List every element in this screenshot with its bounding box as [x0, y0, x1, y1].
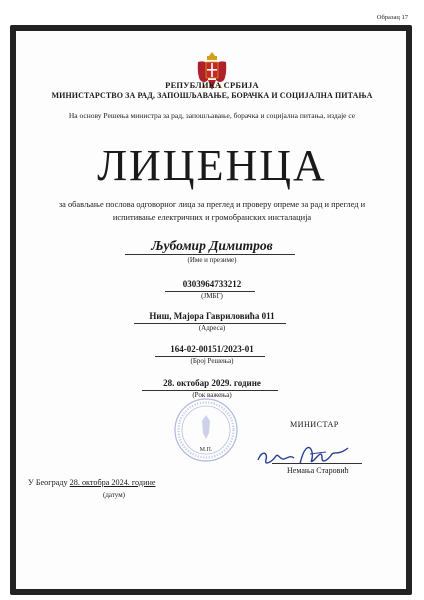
signature-line — [272, 463, 362, 464]
license-description: за обављање послова одговорног лица за преглед и проверу опреме за рад и преглед и испитивање електричних и громобранских инсталација — [58, 200, 366, 222]
issue-date: 28. октобра 2024. године — [69, 478, 156, 487]
official-stamp — [173, 397, 239, 463]
minister-name: Немања Старовић — [287, 466, 349, 475]
ministry-heading: МИНИСТАРСТВО ЗА РАД, ЗАПОШЉАВАЊЕ, БОРАЧКА И СОЦИЈАЛНА ПИТАЊА — [51, 91, 373, 100]
license-title: ЛИЦЕНЦА — [97, 141, 327, 190]
address-caption: (Адреса) — [198, 324, 226, 332]
issue-place: У Београду — [28, 478, 68, 487]
decision-number-caption: (Број Решења) — [190, 357, 234, 365]
issue-place-date — [28, 478, 155, 487]
jmbg-caption: (ЈМБГ) — [201, 292, 223, 300]
minister-title: МИНИСТАР — [290, 420, 339, 429]
issue-date-caption: (датум) — [103, 491, 125, 499]
name-underline — [125, 254, 295, 255]
form-number: Образац 17 — [376, 14, 408, 21]
jmbg-value: 0303964733212 — [182, 279, 242, 289]
issuance-basis-text: На основу Решења министра за рад, запошљавање, борачка и социјална питања, издаје се — [68, 111, 356, 120]
validity-value: 28. октобар 2029. године — [163, 378, 261, 388]
validity-caption: (Рок важења) — [192, 391, 232, 399]
address-value: Ниш, Мајора Гавриловића 011 — [149, 311, 275, 321]
decision-number-value: 164-02-00151/2023-01 — [170, 344, 254, 354]
republic-heading: РЕПУБЛИКА СРБИЈА — [165, 80, 259, 90]
holder-name-caption: (Име и презиме) — [187, 256, 237, 264]
stamp-label: М.П. — [199, 447, 213, 453]
holder-name: Љубомир Димитров — [151, 238, 273, 253]
